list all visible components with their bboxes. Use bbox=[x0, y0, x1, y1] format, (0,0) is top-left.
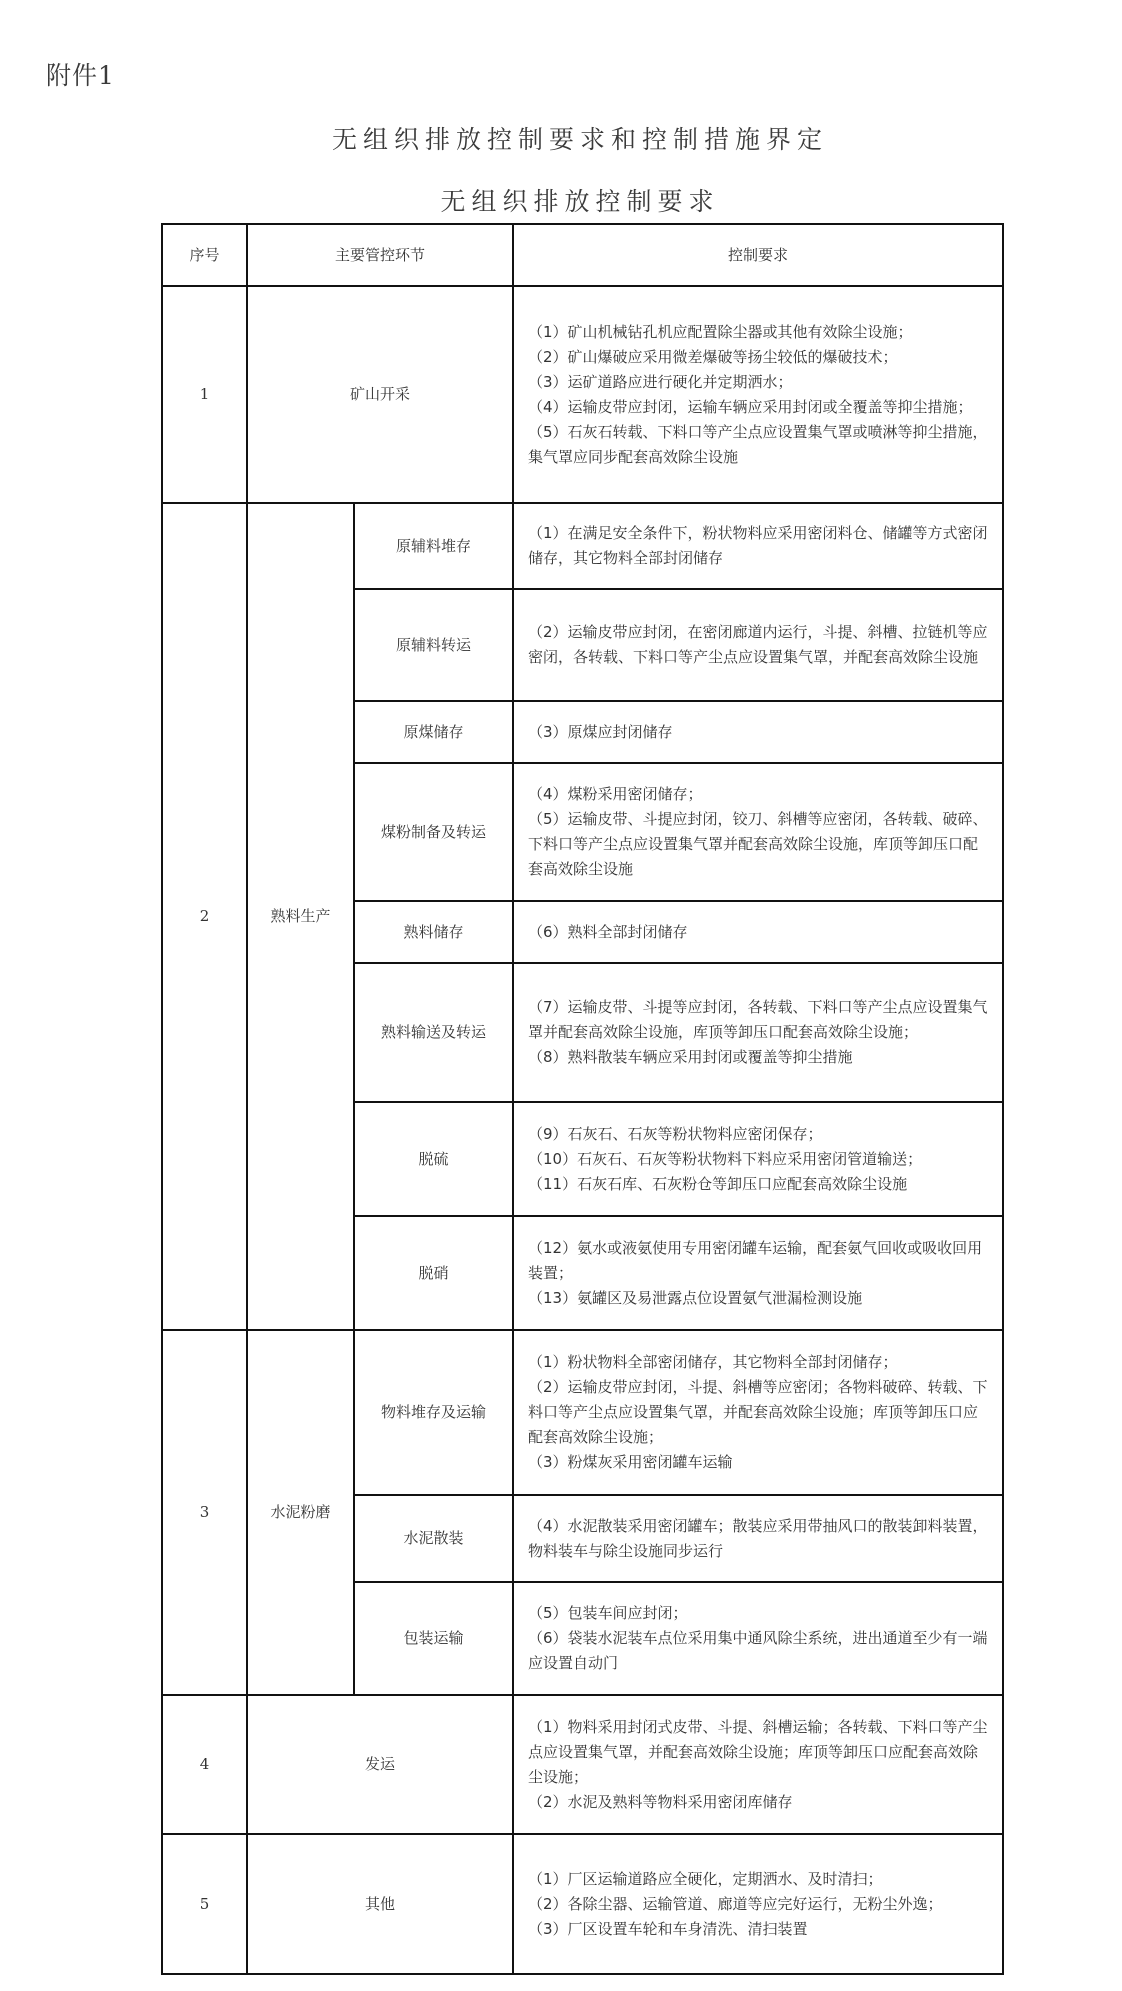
row-stage: 水泥粉磨 bbox=[247, 1330, 354, 1695]
row-requirements bbox=[513, 286, 1003, 503]
row-seq: 3 bbox=[162, 1330, 247, 1695]
row-requirements bbox=[513, 1216, 1003, 1330]
row-stage: 熟料生产 bbox=[247, 503, 354, 1330]
table-row bbox=[162, 1834, 1003, 1974]
requirement-item: （2）各除尘器、运输管道、廊道等应完好运行，无粉尘外逸； bbox=[528, 1894, 943, 1913]
row-requirements bbox=[513, 1102, 1003, 1216]
requirement-item: （1）矿山机械钻孔机应配置除尘器或其他有效除尘设施； bbox=[528, 322, 913, 341]
row-seq: 5 bbox=[162, 1834, 247, 1974]
requirement-item: （10）石灰石、石灰等粉状物料下料应采用密闭管道输送； bbox=[528, 1149, 923, 1168]
substage-name: 原煤储存 bbox=[354, 701, 513, 763]
requirement-item: （1）在满足安全条件下，粉状物料应采用密闭料仓、储罐等方式密闭储存，其它物料全部封闭储存 bbox=[528, 524, 988, 567]
header-stage: 主要管控环节 bbox=[247, 224, 513, 286]
row-seq: 1 bbox=[162, 286, 247, 503]
table-row bbox=[162, 286, 1003, 503]
substage-name: 脱硝 bbox=[354, 1216, 513, 1330]
substage-name: 物料堆存及运输 bbox=[354, 1330, 513, 1495]
row-stage: 其他 bbox=[247, 1834, 513, 1974]
substage-name: 熟料储存 bbox=[354, 901, 513, 963]
requirement-item: （9）石灰石、石灰等粉状物料应密闭保存； bbox=[528, 1124, 823, 1143]
table-row bbox=[162, 503, 1003, 589]
table-row bbox=[162, 1695, 1003, 1834]
row-requirements bbox=[513, 901, 1003, 963]
row-requirements bbox=[513, 503, 1003, 589]
row-requirements bbox=[513, 1582, 1003, 1695]
row-seq: 2 bbox=[162, 503, 247, 1330]
requirement-item: （6）袋装水泥装车点位采用集中通风除尘系统，进出通道至少有一端应设置自动门 bbox=[528, 1629, 988, 1672]
row-stage: 矿山开采 bbox=[247, 286, 513, 503]
table-title: 无组织排放控制要求 bbox=[440, 187, 720, 216]
table-header-row bbox=[162, 224, 1003, 286]
row-requirements bbox=[513, 1834, 1003, 1974]
requirement-item: （11）石灰石库、石灰粉仓等卸压口应配套高效除尘设施 bbox=[528, 1174, 908, 1193]
row-requirements bbox=[513, 763, 1003, 901]
header-requirement: 控制要求 bbox=[513, 224, 1003, 286]
requirement-item: （2）矿山爆破应采用微差爆破等扬尘较低的爆破技术； bbox=[528, 347, 898, 366]
requirement-item: （1）物料采用封闭式皮带、斗提、斜槽运输；各转载、下料口等产尘点应设置集气罩，并配套高效除尘设施；库顶等卸压口应配套高效除尘设施； bbox=[528, 1717, 988, 1786]
substage-name: 原辅料堆存 bbox=[354, 503, 513, 589]
document-title: 无组织排放控制要求和控制措施界定 bbox=[331, 125, 828, 154]
requirement-item: （3）运矿道路应进行硬化并定期洒水； bbox=[528, 372, 793, 391]
requirement-item: （5）石灰石转载、下料口等产尘点应设置集气罩或喷淋等抑尘措施，集气罩应同步配套高效除尘设施 bbox=[528, 422, 988, 466]
header-seq: 序号 bbox=[162, 224, 247, 286]
row-requirements bbox=[513, 963, 1003, 1102]
substage-name: 水泥散装 bbox=[354, 1495, 513, 1582]
requirement-item: （2）运输皮带应封闭，斗提、斜槽等应密闭；各物料破碎、转载、下料口等产尘点应设置集气罩，并配套高效除尘设施；库顶等卸压口应配套高效除尘设施； bbox=[528, 1378, 988, 1446]
requirement-item: （1）厂区运输道路应全硬化，定期洒水、及时清扫； bbox=[528, 1869, 883, 1888]
requirement-item: （2）运输皮带应封闭，在密闭廊道内运行，斗提、斜槽、拉链机等应密闭，各转载、下料口等产尘点应设置集气罩，并配套高效除尘设施 bbox=[528, 623, 988, 666]
row-requirements bbox=[513, 701, 1003, 763]
row-stage: 发运 bbox=[247, 1695, 513, 1834]
requirement-item: （3）粉煤灰采用密闭罐车运输 bbox=[528, 1453, 733, 1471]
substage-name: 脱硫 bbox=[354, 1102, 513, 1216]
requirement-item: （13）氨罐区及易泄露点位设置氨气泄漏检测设施 bbox=[528, 1288, 863, 1307]
row-requirements bbox=[513, 589, 1003, 701]
requirements-table bbox=[161, 223, 1004, 1975]
requirement-item: （7）运输皮带、斗提等应封闭，各转载、下料口等产尘点应设置集气罩并配套高效除尘设施，库顶等卸压口配套高效除尘设施； bbox=[528, 998, 988, 1041]
row-requirements bbox=[513, 1330, 1003, 1495]
requirement-item: （4）水泥散装采用密闭罐车；散装应采用带抽风口的散装卸料装置，物料装车与除尘设施同步运行 bbox=[528, 1516, 988, 1560]
requirement-item: （5）包装车间应封闭； bbox=[528, 1604, 688, 1622]
attachment-label: 附件1 bbox=[46, 61, 115, 90]
requirement-item: （3）原煤应封闭储存 bbox=[528, 722, 673, 741]
requirement-item: （1）粉状物料全部密闭储存，其它物料全部封闭储存； bbox=[528, 1353, 898, 1371]
row-requirements bbox=[513, 1495, 1003, 1582]
table-row bbox=[162, 1330, 1003, 1495]
requirement-item: （6）熟料全部封闭储存 bbox=[528, 922, 688, 941]
requirement-item: （8）熟料散装车辆应采用封闭或覆盖等抑尘措施 bbox=[528, 1048, 853, 1066]
row-seq: 4 bbox=[162, 1695, 247, 1834]
requirement-item: （4）运输皮带应封闭，运输车辆应采用封闭或全覆盖等抑尘措施； bbox=[528, 397, 973, 416]
substage-name: 熟料输送及转运 bbox=[354, 963, 513, 1102]
requirement-item: （5）运输皮带、斗提应封闭，铰刀、斜槽等应密闭，各转载、破碎、下料口等产尘点应设置集气罩并配套高效除尘设施，库顶等卸压口配套高效除尘设施 bbox=[528, 810, 988, 878]
substage-name: 煤粉制备及转运 bbox=[354, 763, 513, 901]
requirement-item: （4）煤粉采用密闭储存； bbox=[528, 785, 703, 803]
row-requirements bbox=[513, 1695, 1003, 1834]
requirement-item: （12）氨水或液氨使用专用密闭罐车运输，配套氨气回收或吸收回用装置； bbox=[528, 1238, 983, 1282]
requirement-item: （2）水泥及熟料等物料采用密闭库储存 bbox=[528, 1792, 793, 1811]
substage-name: 原辅料转运 bbox=[354, 589, 513, 701]
requirement-item: （3）厂区设置车轮和车身清洗、清扫装置 bbox=[528, 1919, 808, 1938]
substage-name: 包装运输 bbox=[354, 1582, 513, 1695]
